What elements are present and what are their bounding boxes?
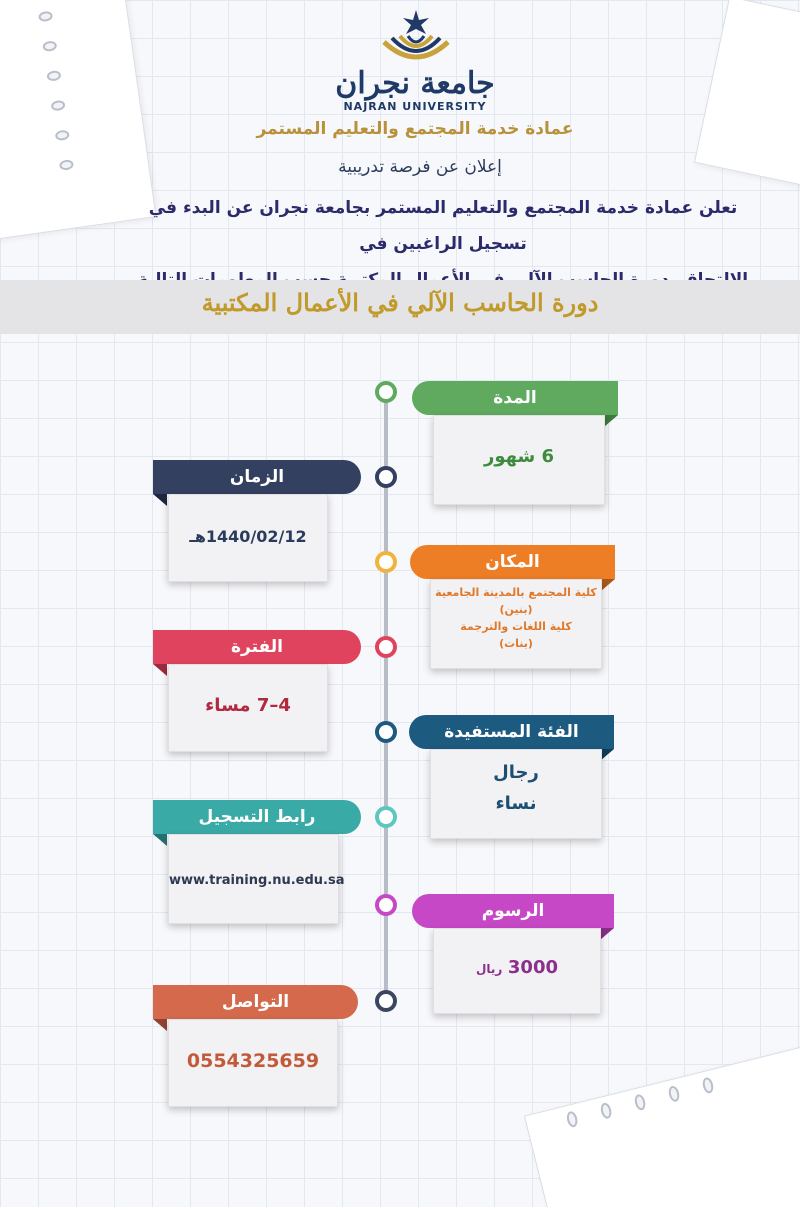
fees-amount: 3000 — [507, 957, 559, 978]
university-logo-arabic: جامعة نجران — [335, 66, 495, 101]
timeline-dot-registration — [375, 806, 397, 828]
audience-value-women: نساء — [495, 793, 537, 814]
date-card — [168, 494, 328, 582]
timeline-dot-audience — [375, 721, 397, 743]
duration-label-tab: المدة — [412, 381, 618, 415]
timeline-dot-duration — [375, 381, 397, 403]
timeline-dot-date — [375, 466, 397, 488]
registration-card — [168, 834, 345, 924]
announcement-title: إعلان عن فرصة تدريبية — [338, 157, 502, 177]
notebook-ring — [667, 1085, 681, 1103]
date-label-tab: الزمان — [153, 460, 361, 494]
notebook-ring — [55, 129, 70, 141]
notebook-ring — [565, 1110, 579, 1128]
fees-card — [433, 928, 601, 1014]
duration-value: 6 شهور — [483, 446, 555, 467]
registration-link[interactable]: www.training.nu.edu.sa — [169, 873, 345, 888]
notebook-ring — [701, 1076, 715, 1094]
deanship-name: عمادة خدمة المجتمع والتعليم المستمر — [256, 119, 574, 139]
location-label-tab: المكان — [410, 545, 615, 579]
contact-label-tab: التواصل — [153, 985, 358, 1019]
location-line-1: كلية المجتمع بالمدينة الجامعية — [435, 586, 597, 599]
fees-currency: ريال — [475, 962, 503, 976]
notebook-ring — [38, 11, 53, 23]
notebook-ring — [50, 100, 65, 112]
duration-card — [433, 415, 605, 505]
location-line-2: (بنين) — [499, 603, 533, 616]
fees-value — [434, 957, 600, 978]
announcement-line-1: تعلن عمادة خدمة المجتمع والتعليم المستمر بجامعة نجران عن البدء في تسجيل الراغبين في — [148, 198, 738, 254]
audience-value-men: رجال — [493, 762, 539, 783]
period-value: 4–7 مساء — [205, 695, 291, 716]
contact-phone[interactable]: 0554325659 — [186, 1050, 320, 1072]
audience-card — [430, 749, 602, 839]
notebook-ring — [59, 159, 74, 171]
notebook-ring — [42, 40, 57, 52]
notebook-ring — [633, 1093, 647, 1111]
course-title: دورة الحاسب الآلي في الأعمال المكتبية — [201, 288, 599, 317]
university-logo-english: NAJRAN UNIVERSITY — [343, 100, 487, 113]
timeline-dot-contact — [375, 990, 397, 1012]
location-card — [430, 579, 602, 669]
period-card — [168, 664, 328, 752]
course-title-banner — [0, 280, 800, 334]
notebook-ring — [46, 70, 61, 82]
timeline-dot-period — [375, 636, 397, 658]
timeline-dot-location — [375, 551, 397, 573]
notebook-ring — [599, 1102, 613, 1120]
fees-label-tab: الرسوم — [412, 894, 614, 928]
location-line-4: (بنات) — [499, 637, 533, 650]
date-value: 1440/02/12هـ — [189, 527, 307, 546]
decorative-paper-top-right — [694, 0, 800, 194]
decorative-notebook-paper-bottom-right — [524, 1043, 800, 1207]
period-label-tab: الفترة — [153, 630, 361, 664]
timeline-dot-fees — [375, 894, 397, 916]
audience-label-tab: الفئة المستفيدة — [409, 715, 614, 749]
contact-card — [168, 1019, 338, 1107]
registration-label-tab: رابط التسجيل — [153, 800, 361, 834]
location-line-3: كلية اللغات والترجمة — [460, 620, 572, 633]
